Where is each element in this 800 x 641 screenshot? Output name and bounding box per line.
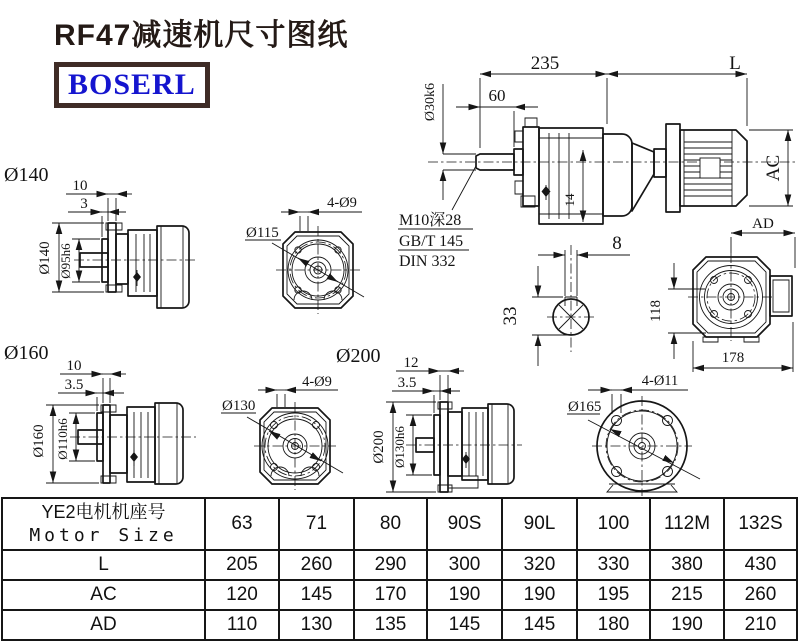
view160-label: Ø160 xyxy=(4,342,49,364)
table-cell: 145 xyxy=(279,580,354,610)
motor-size-header-cell xyxy=(2,498,205,550)
table-header-row xyxy=(2,498,797,550)
table-cell: 380 xyxy=(650,550,724,580)
flange200-side-view xyxy=(371,355,522,492)
table-cell: 110 xyxy=(205,610,279,640)
table-cell: 205 xyxy=(205,550,279,580)
table-cell: 260 xyxy=(724,580,797,610)
table-cell: 170 xyxy=(354,580,427,610)
dim-178: 178 xyxy=(721,350,745,366)
view200-dim-12: 12 xyxy=(403,355,419,371)
table-cell: 215 xyxy=(650,580,724,610)
table-cell: 290 xyxy=(354,550,427,580)
view200-label: Ø200 xyxy=(336,345,381,367)
view140-label: Ø140 xyxy=(4,164,49,186)
size-col: 71 xyxy=(279,498,354,550)
table-cell: 135 xyxy=(354,610,427,640)
view160-dim-spigot: Ø110h6 xyxy=(55,418,70,460)
table-cell: 190 xyxy=(427,580,502,610)
header-cn: YE2电机机座号 xyxy=(41,502,166,522)
thread-note-line1: M10深28 xyxy=(399,212,462,229)
flange130-dim-bcd: Ø130 xyxy=(222,398,256,414)
table-cell: 330 xyxy=(577,550,650,580)
view160-dim-od: Ø160 xyxy=(31,424,47,458)
thread-note-line3: DIN 332 xyxy=(399,253,456,270)
flange160-side-view xyxy=(4,342,196,484)
flange115-face-view xyxy=(245,195,364,314)
dim-key-height: 33 xyxy=(500,306,521,326)
view200-dim-spigot: Ø130h6 xyxy=(392,426,407,468)
table-row-AD xyxy=(2,610,797,640)
header-en: Motor Size xyxy=(29,525,178,546)
size-col: 132S xyxy=(724,498,797,550)
dim-L: L xyxy=(729,53,741,74)
dim-AD: AD xyxy=(752,216,774,232)
size-col: 90L xyxy=(502,498,577,550)
table-row-L xyxy=(2,550,797,580)
dim-118: 118 xyxy=(648,300,664,322)
table-cell: 300 xyxy=(427,550,502,580)
table-cell: 430 xyxy=(724,550,797,580)
dim-60: 60 xyxy=(488,86,506,105)
flange165-dim-holes: 4-Ø11 xyxy=(641,373,679,389)
row-label: L xyxy=(2,550,205,580)
view140-dim-10: 10 xyxy=(72,178,88,194)
rear-view xyxy=(648,253,793,372)
thread-note-line2: GB/T 145 xyxy=(399,233,464,250)
flange115-dim-bcd: Ø115 xyxy=(246,225,279,241)
table-cell: 260 xyxy=(279,550,354,580)
shaft-key-section xyxy=(500,233,630,366)
size-col: 80 xyxy=(354,498,427,550)
table-cell: 320 xyxy=(502,550,577,580)
row-label: AC xyxy=(2,580,205,610)
table-cell: 190 xyxy=(502,580,577,610)
table-cell: 180 xyxy=(577,610,650,640)
table-cell: 130 xyxy=(279,610,354,640)
flange165-dim-bcd: Ø165 xyxy=(568,399,602,415)
table-cell: 195 xyxy=(577,580,650,610)
view160-dim-10: 10 xyxy=(66,358,82,374)
table-row-AC xyxy=(2,580,797,610)
page-title: RF47减速机尺寸图纸 xyxy=(54,19,349,52)
view140-dim-3: 3 xyxy=(80,196,88,212)
dim-14: 14 xyxy=(562,193,577,207)
dim-shaft-diameter: Ø30k6 xyxy=(423,82,438,122)
size-col: 112M xyxy=(650,498,724,550)
view160-dim-35: 3.5 xyxy=(64,377,84,393)
dim-235: 235 xyxy=(530,53,560,74)
size-col: 63 xyxy=(205,498,279,550)
table-cell: 190 xyxy=(650,610,724,640)
table-cell: 145 xyxy=(502,610,577,640)
brand-logo: BOSERL xyxy=(54,62,210,108)
table-cell: 210 xyxy=(724,610,797,640)
view200-dim-od: Ø200 xyxy=(371,430,387,464)
view140-dim-od: Ø140 xyxy=(37,241,53,275)
size-col: 100 xyxy=(577,498,650,550)
row-label: AD xyxy=(2,610,205,640)
table-cell: 120 xyxy=(205,580,279,610)
dim-key-width: 8 xyxy=(612,233,622,254)
flange115-dim-holes: 4-Ø9 xyxy=(327,195,357,211)
dim-AC: AC xyxy=(763,154,784,182)
size-col: 90S xyxy=(427,498,502,550)
flange130-face-view xyxy=(221,345,380,490)
motor-size-table xyxy=(1,497,798,641)
flange130-dim-holes: 4-Ø9 xyxy=(302,374,332,390)
view140-dim-spigot: Ø95h6 xyxy=(58,243,73,279)
main-side-view xyxy=(423,53,795,268)
flange140-side-view xyxy=(4,164,196,308)
table-cell: 145 xyxy=(427,610,502,640)
thread-note xyxy=(398,166,476,270)
view200-dim-35: 3.5 xyxy=(397,375,417,391)
flange165-face-view xyxy=(567,373,700,496)
